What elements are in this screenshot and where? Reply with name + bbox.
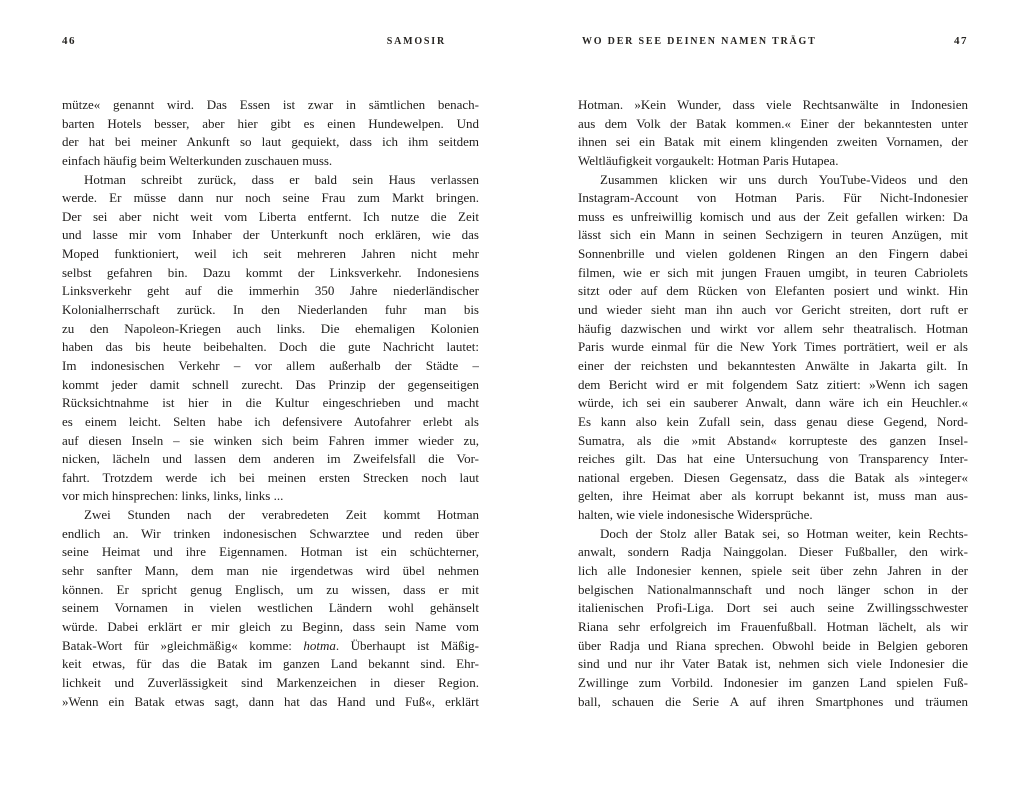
text-line: sitzt oder auf dem Rücken von Elefanten posiert und winkt. Hin xyxy=(578,283,968,299)
text-line: halten, wie viele indonesische Widersprüche. xyxy=(578,507,813,523)
text-line: zu den Napoleon-Kriegen auch links. Die ehemaligen Kolonien xyxy=(62,320,479,336)
text-line: einfach häufig beim Welterkunden zuschauen muss. xyxy=(62,152,333,168)
text-line: und lasse mir vom Inhaber der Unterkunft noch erklären, wie das xyxy=(62,227,479,243)
text-line: Kolonialherrschaft zurück. In den Niederlanden fuhr man bis xyxy=(62,302,479,318)
text-line: muss es unfreiwillig komisch und aus der Zeit gefallen wirken: Da xyxy=(578,208,968,224)
text-line: nicken, lächeln und lassen dem anderen im Zweifelsfall die Vor- xyxy=(62,451,479,467)
text-line: barten Hotels besser, aber hier gibt es einen Hundewelpen. Und xyxy=(62,115,479,131)
page-text-left xyxy=(62,96,479,711)
text-line: würde. Dabei erklärt er mir gleich zu Beginn, dass sein Name vom xyxy=(62,618,479,634)
text-line: belgischen Nationalmannschaft und noch länger schon in der xyxy=(578,581,968,597)
text-line: Riana sehr erfolgreich im Frauenfußball. Hotman lächelt, als wir xyxy=(578,618,968,634)
text-line: national ergeben. Diesen Gegensatz, dass die Batak als »integer« xyxy=(578,469,968,485)
text-line: einer der reichsten und bekanntesten Anwälte in Jakarta gilt. In xyxy=(578,357,968,373)
text-line: Zusammen klicken wir uns durch YouTube-Videos und den xyxy=(600,171,968,187)
text-line: Zwei Stunden nach der verabredeten Zeit kommt Hotman xyxy=(84,507,479,523)
text-line: Paris wurde einmal für die New York Times porträtiert, weil er als xyxy=(578,339,968,355)
text-line: anwalt, sondern Radja Nainggolan. Dieser Fußballer, den wirk- xyxy=(578,544,968,560)
text-line: selbst gefahren bin. Dazu kommt der Linksverkehr. Indonesiens xyxy=(62,264,479,280)
text-line: lich alle Indonesier kennen, spiele seit über zehn Jahren in der xyxy=(578,563,968,579)
text-line: der hat bei meiner Ankunft so laut gequiekt, dass ich ihm seitdem xyxy=(62,134,479,150)
text-line: Im indonesischen Verkehr – vor allem außerhalb der Städte – xyxy=(62,357,479,373)
text-line: Sonnenbrille und vielen goldenen Ringen an den Fingern dabei xyxy=(578,246,968,262)
text-line: es einem leicht. Selten habe ich defensivere Autofahrer erlebt als xyxy=(62,413,479,429)
text-line: vor mich hinsprechen: links, links, links ... xyxy=(62,488,284,504)
text-line: kommt jeder damit schnell zurecht. Das Prinzip der gegenseitigen xyxy=(62,376,479,392)
text-line: würde, ich sei ein sauberer Anwalt, dann wäre ich ein Heuchler.« xyxy=(578,395,968,411)
text-line: Es kann also kein Zufall sein, dass genau diese Gegend, Nord- xyxy=(578,413,968,429)
text-line: ball, schauen die Serie A auf ihren Smartphones und träumen xyxy=(578,693,968,709)
text-line: Sumatra, als die »mit Abstand« korrupteste des ganzen Insel- xyxy=(578,432,968,448)
text-line: Moped funktioniert, weil ich seit mehreren Jahren nicht mehr xyxy=(62,246,479,262)
text-line: können. Er spricht genug Englisch, um zu wissen, dass er mit xyxy=(62,581,479,597)
text-line: über Radja und Riana sprechen. Obwohl beide in Belgien geboren xyxy=(578,637,968,653)
page-text-right xyxy=(578,96,968,711)
text-line: filmen, wie er sich mit jungen Frauen umgibt, in teuren Cabriolets xyxy=(578,264,968,280)
running-head-left: SAMOSIR xyxy=(386,36,446,47)
text-line: lichkeit und Zuverlässigkeit sind Markenzeichen in dieser Region. xyxy=(62,674,479,690)
text-line: seine Heimat und ihre Eigennamen. Hotman ist ein schüchterner, xyxy=(62,544,479,560)
text-line: Instagram-Account von Hotman Paris. Für Nicht-Indonesier xyxy=(578,190,968,206)
text-line: Zwillinge zum Vorbild. Indonesier im ganzen Land spielen Fuß- xyxy=(578,674,968,690)
text-line: fahrt. Trotzdem werde ich bei meinen ersten Strecken noch laut xyxy=(62,469,479,485)
text-line: Weltläufigkeit vorgaukelt: Hotman Paris Hutapea. xyxy=(578,152,839,168)
page-number-left: 46 xyxy=(62,35,76,47)
text-line: Rücksichtnahme ist hier in die Kultur eingeschrieben und macht xyxy=(62,395,479,411)
text-line: reiches gilt. Das hat eine Untersuchung von Transparency Inter- xyxy=(578,451,968,467)
running-head-right: WO DER SEE DEINEN NAMEN TRÄGT xyxy=(582,36,817,47)
text-line: haben das bis heute beibehalten. Doch die gute Nachricht lautet: xyxy=(62,339,479,355)
text-line: mütze« genannt wird. Das Essen ist zwar in sämtlichen benach- xyxy=(62,97,479,112)
text-line: Hotman schreibt zurück, dass er bald sein Haus verlassen xyxy=(84,171,479,187)
text-line: Linksverkehr geht auf die immerhin 350 Jahre niederländischer xyxy=(62,283,479,299)
text-line: Der sei aber nicht weit vom Liberta entfernt. Ich nutze die Zeit xyxy=(62,208,479,224)
text-line: sind und nur ihr Vater Batak ist, nehmen sich viele Indonesier die xyxy=(578,656,968,672)
text-line: und wieder sieht man ihn auch vor Gericht streiten, dort ruft er xyxy=(578,302,968,318)
text-line: werde. Er müsse dann nur noch seine Frau zum Markt bringen. xyxy=(62,190,479,206)
text-line: Doch der Stolz aller Batak sei, so Hotman weiter, kein Rechts- xyxy=(600,525,968,541)
text-line: keit etwas, für das die Batak im ganzen Land bekannt sind. Ehr- xyxy=(62,656,479,672)
text-line: italienischen Profi-Liga. Dort sei auch seine Zwillingsschwester xyxy=(578,600,968,616)
text-line: seinem Vornamen in vielen westlichen Ländern wohl gehänselt xyxy=(62,600,479,616)
text-line: auf diesen Inseln – sie winken sich beim Fahren immer wieder zu, xyxy=(62,432,479,448)
text-line: lässt sich ein Mann in seinen Sechzigern in teuren Anzügen, mit xyxy=(578,227,968,243)
text-line: Hotman. »Kein Wunder, dass viele Rechtsanwälte in Indonesien xyxy=(578,97,968,112)
text-line: »Wenn ein Batak etwas sagt, dann hat das Hand und Fuß«, erklärt xyxy=(62,693,479,709)
page-number-right: 47 xyxy=(954,35,968,47)
text-line: häufig dazwischen und wirkt vor allem sehr theatralisch. Hotman xyxy=(578,320,968,336)
text-line: ihnen sei ein Batak mit einem klingenden zweiten Vornamen, der xyxy=(578,134,968,150)
text-line: aus dem Volk der Batak kommen.« Einer der bekanntesten unter xyxy=(578,115,968,131)
text-line: endlich an. Wir trinken indonesischen Schwarztee und reden über xyxy=(62,525,479,541)
text-line: sehr sanfter Mann, dem man nie irgendetwas wird übel nehmen xyxy=(62,563,479,579)
text-line: Batak-Wort für »gleichmäßig« komme: hotma. Überhaupt ist Mäßig- xyxy=(62,637,479,653)
text-line: dem Bericht wird er mit folgendem Satz zitiert: »Wenn ich sagen xyxy=(578,376,968,392)
text-line: gelten, ihre Heimat aber als korrupt bekannt ist, muss man aus- xyxy=(578,488,968,504)
